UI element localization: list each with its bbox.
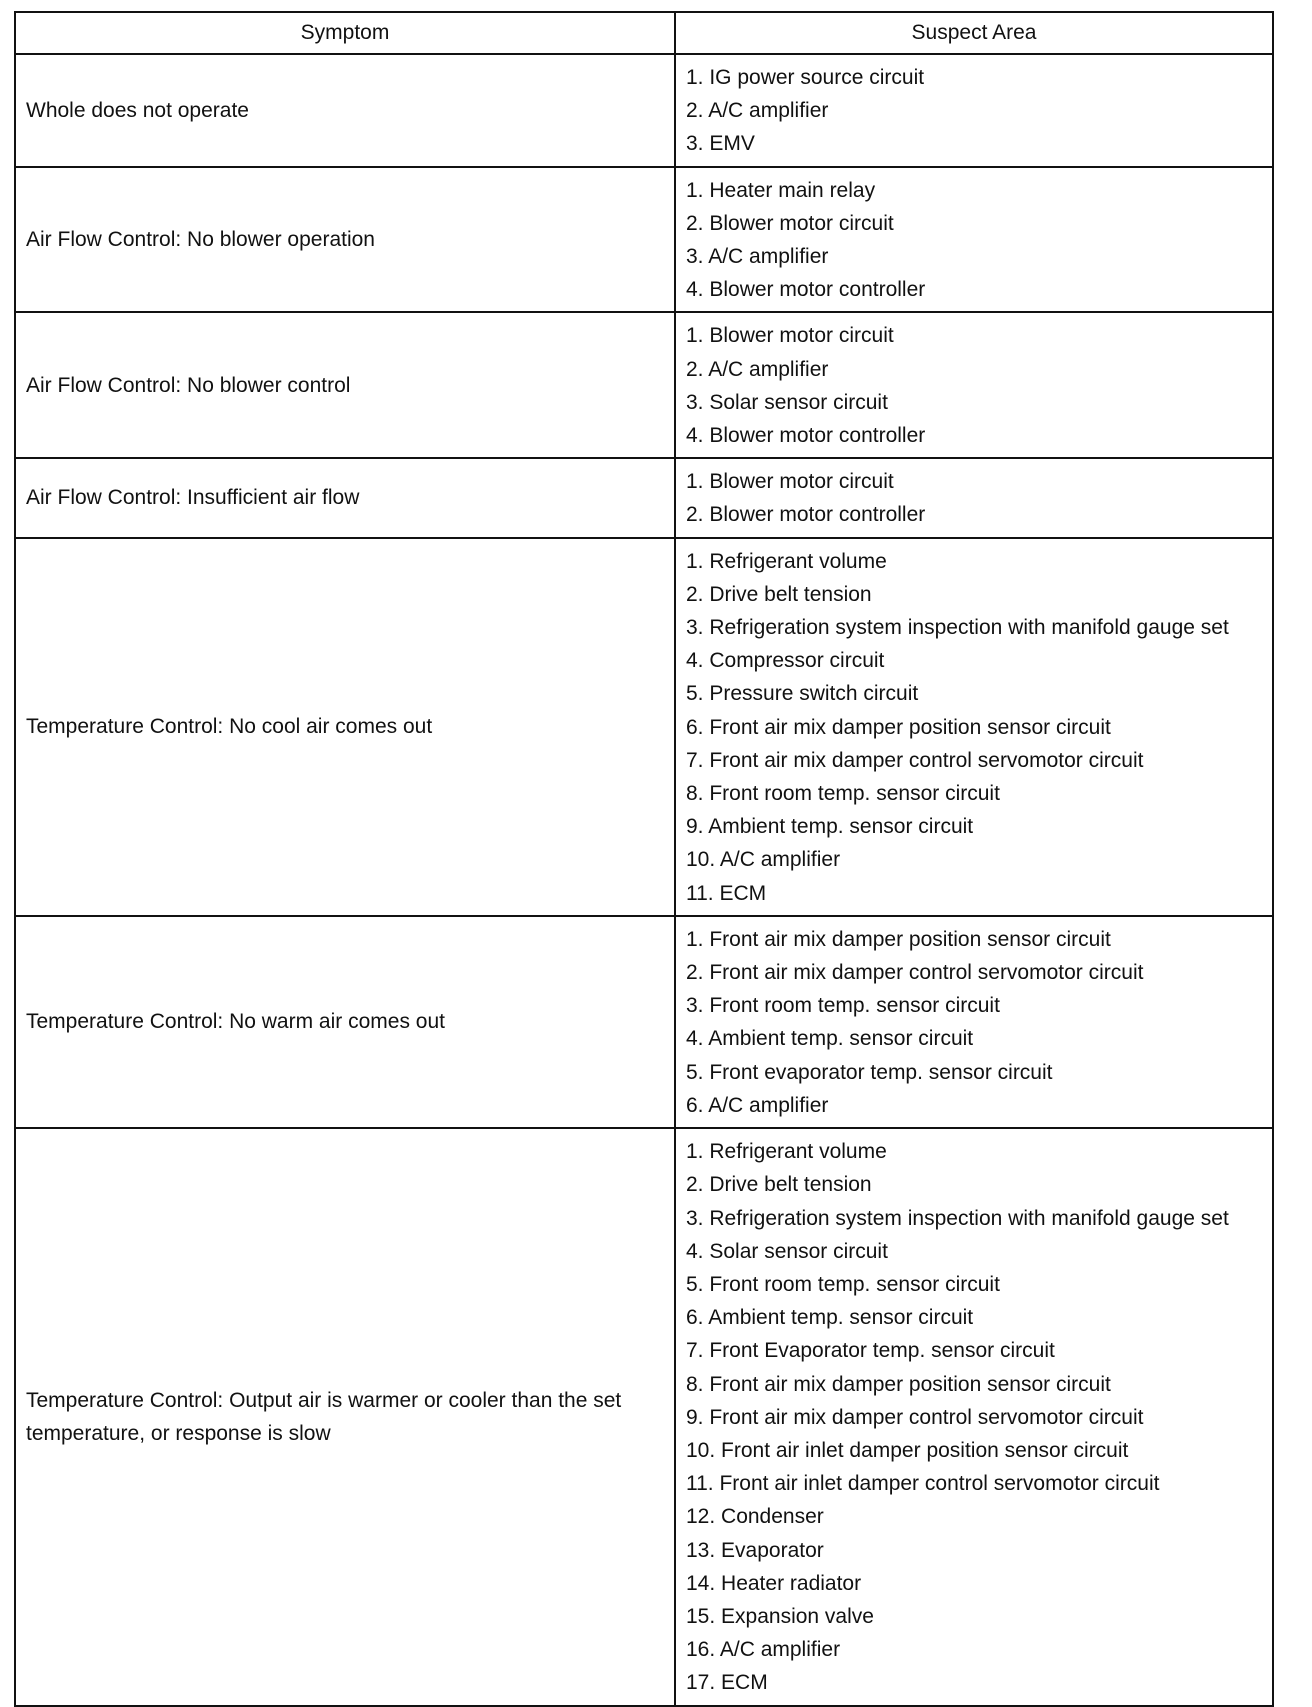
suspect-area-item: 9. Ambient temp. sensor circuit [686,815,974,839]
suspect-area-item: 3. Refrigeration system inspection with manifold gauge set [686,616,1229,640]
symptom-table [14,11,1274,1707]
suspect-area-item: 4. Compressor circuit [686,649,885,673]
suspect-area-item: 2. Drive belt tension [686,1173,872,1197]
table-row [15,1128,1273,1705]
suspect-area-item: 1. Front air mix damper position sensor circuit [686,927,1111,951]
suspect-area-item: 10. Front air inlet damper position sensor circuit [686,1438,1129,1462]
suspect-area-item: 2. A/C amplifier [686,357,829,381]
suspect-area-item: 9. Front air mix damper control servomotor circuit [686,1405,1144,1429]
suspect-area-item: 6. Ambient temp. sensor circuit [686,1306,974,1330]
suspect-area-item: 1. IG power source circuit [686,66,925,89]
suspect-area-item: 4. Solar sensor circuit [686,1239,888,1263]
suspect-area-item: 8. Front air mix damper position sensor circuit [686,1372,1111,1396]
suspect-area-cell [675,916,1273,1128]
suspect-area-item: 11. ECM [686,881,767,905]
suspect-area-item: 10. A/C amplifier [686,848,841,872]
suspect-area-item: 1. Blower motor circuit [686,324,894,348]
symptom-cell: Temperature Control: Output air is warmer or cooler than the set temperature, or response is slow [15,1128,675,1705]
suspect-area-item: 1. Refrigerant volume [686,549,887,573]
suspect-area-item: 4. Ambient temp. sensor circuit [686,1027,974,1051]
suspect-area-item: 5. Front evaporator temp. sensor circuit [686,1060,1053,1084]
suspect-area-list [686,1135,1262,1699]
suspect-area-item: 5. Front room temp. sensor circuit [686,1272,1000,1296]
suspect-area-item: 2. Blower motor circuit [686,211,894,235]
suspect-area-item: 3. Solar sensor circuit [686,390,888,414]
header-symptom: Symptom [15,12,675,54]
suspect-area-cell [675,458,1273,537]
suspect-area-list [686,61,1262,161]
suspect-area-item: 1. Blower motor circuit [686,470,894,494]
suspect-area-list [686,465,1262,531]
suspect-area-item: 2. A/C amplifier [686,99,829,123]
suspect-area-item: 4. Blower motor controller [686,278,926,302]
table-row [15,54,1273,167]
suspect-area-cell [675,167,1273,313]
suspect-area-list [686,923,1262,1122]
suspect-area-cell [675,538,1273,916]
symptom-cell: Air Flow Control: No blower control [15,312,675,458]
table-row [15,538,1273,916]
suspect-area-item: 2. Blower motor controller [686,503,926,527]
suspect-area-item: 1. Heater main relay [686,178,876,202]
suspect-area-item: 7. Front Evaporator temp. sensor circuit [686,1339,1055,1363]
suspect-area-item: 6. Front air mix damper position sensor circuit [686,715,1111,739]
suspect-area-item: 3. A/C amplifier [686,245,829,269]
table-row [15,916,1273,1128]
table-body [15,54,1273,1706]
suspect-area-item: 1. Refrigerant volume [686,1140,887,1164]
header-suspect-area: Suspect Area [675,12,1273,54]
symptom-cell: Temperature Control: No warm air comes out [15,916,675,1128]
suspect-area-item: 12. Condenser [686,1505,824,1529]
suspect-area-item: 3. EMV [686,132,755,156]
suspect-area-item: 11. Front air inlet damper control servomotor circuit [686,1472,1160,1496]
symptom-cell: Air Flow Control: No blower operation [15,167,675,313]
table-row [15,167,1273,313]
suspect-area-item: 2. Drive belt tension [686,582,872,606]
symptom-cell: Whole does not operate [15,54,675,167]
symptom-cell: Temperature Control: No cool air comes out [15,538,675,916]
suspect-area-cell [675,1128,1273,1705]
table-row [15,312,1273,458]
table-header-row [15,12,1273,54]
suspect-area-item: 6. A/C amplifier [686,1093,829,1117]
suspect-area-item: 2. Front air mix damper control servomotor circuit [686,961,1144,985]
suspect-area-item: 4. Blower motor controller [686,424,926,448]
suspect-area-item: 14. Heater radiator [686,1571,862,1595]
table-row [15,458,1273,537]
suspect-area-list [686,545,1262,910]
suspect-area-item: 7. Front air mix damper control servomotor circuit [686,748,1144,772]
suspect-area-cell [675,312,1273,458]
suspect-area-list [686,319,1262,452]
suspect-area-item: 8. Front room temp. sensor circuit [686,782,1000,806]
symptom-cell: Air Flow Control: Insufficient air flow [15,458,675,537]
suspect-area-item: 17. ECM [686,1671,768,1695]
suspect-area-cell [675,54,1273,167]
suspect-area-item: 5. Pressure switch circuit [686,682,919,706]
suspect-area-item: 16. A/C amplifier [686,1638,841,1662]
suspect-area-item: 15. Expansion valve [686,1604,874,1628]
suspect-area-list [686,174,1262,307]
suspect-area-item: 3. Refrigeration system inspection with manifold gauge set [686,1206,1229,1230]
suspect-area-item: 3. Front room temp. sensor circuit [686,994,1000,1018]
suspect-area-item: 13. Evaporator [686,1538,824,1562]
